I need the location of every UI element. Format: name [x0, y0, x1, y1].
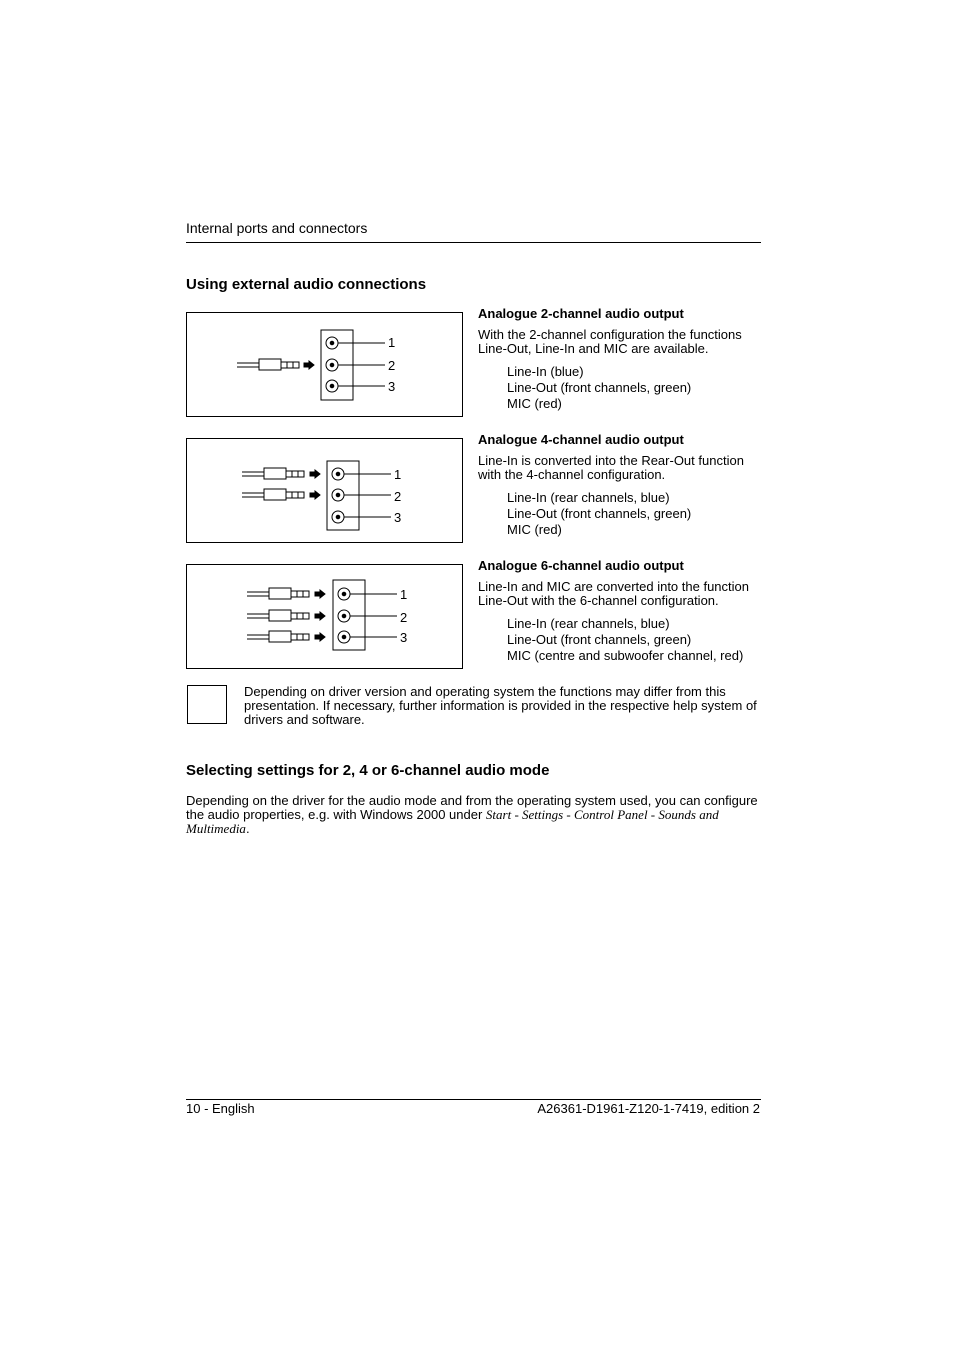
section2-text: Depending on the driver for the audio mode and from the operating system used, you can configure the audio properties, e.g. with Windows 2000 under	[186, 793, 758, 822]
jack-label-3: 3	[394, 510, 402, 525]
audio-plug-1	[237, 359, 314, 370]
audio-plug-1	[242, 468, 320, 479]
jack-label-3: 3	[388, 379, 396, 394]
jack-label-2: 2	[394, 489, 402, 504]
list-item: Line-Out (front channels, green)	[507, 506, 692, 521]
intro-6-channel: Line-In and MIC are converted into the function Line-Out with the 6-channel configuration.	[478, 579, 749, 608]
list-item: Line-In (rear channels, blue)	[507, 616, 670, 631]
figure-4-channel	[186, 438, 463, 543]
block-6-channel	[478, 559, 763, 664]
jack-label-3: 3	[400, 630, 408, 645]
list-2-channel	[478, 364, 763, 412]
note-text: Depending on driver version and operating system the functions may differ from this presentation. If necessary, further information is provided in the respective help system of drivers and software.	[244, 684, 757, 727]
list-item: Line-In (rear channels, blue)	[507, 490, 670, 505]
audio-plug-1	[247, 588, 325, 599]
audio-plug-2	[242, 489, 320, 500]
jack-label-1: 1	[394, 467, 402, 482]
footer-page-number: 10 - English	[186, 1101, 255, 1116]
list-item: MIC (red)	[507, 396, 562, 411]
subtitle-2-channel: Analogue 2-channel audio output	[478, 306, 684, 321]
list-item: MIC (centre and subwoofer channel, red)	[507, 648, 744, 663]
diagram-6-channel	[187, 565, 464, 670]
footer-rule	[186, 1099, 761, 1100]
section2-paragraph	[186, 794, 764, 836]
jack-label-2: 2	[388, 358, 396, 373]
diagram-2-channel	[187, 313, 464, 418]
jack-label-2: 2	[400, 610, 408, 625]
list-6-channel	[478, 616, 763, 664]
audio-plug-3	[247, 631, 325, 642]
list-item: MIC (red)	[507, 522, 562, 537]
figure-2-channel	[186, 312, 463, 417]
block-2-channel	[478, 307, 763, 412]
figure-6-channel	[186, 564, 463, 669]
jack-label-1: 1	[400, 587, 408, 602]
menu-path: Start - Settings - Control Panel - Sounds and Multimedia	[186, 807, 719, 836]
list-4-channel	[478, 490, 763, 538]
running-header: Internal ports and connectors	[186, 220, 368, 236]
subtitle-6-channel: Analogue 6-channel audio output	[478, 558, 684, 573]
block-4-channel	[478, 433, 763, 538]
subtitle-4-channel: Analogue 4-channel audio output	[478, 432, 684, 447]
list-item: Line-Out (front channels, green)	[507, 632, 692, 647]
intro-2-channel: With the 2-channel configuration the functions Line-Out, Line-In and MIC are available.	[478, 327, 742, 356]
section-title-external-audio: Using external audio connections	[186, 276, 427, 293]
jack-label-1: 1	[388, 335, 396, 350]
list-item: Line-Out (front channels, green)	[507, 380, 692, 395]
footer-document-id: A26361-D1961-Z120-1-7419, edition 2	[537, 1101, 760, 1116]
audio-plug-2	[247, 610, 325, 621]
intro-4-channel: Line-In is converted into the Rear-Out function with the 4-channel configuration.	[478, 453, 744, 482]
note-icon	[187, 685, 227, 724]
section2-text-end: .	[245, 821, 250, 836]
header-rule	[186, 242, 761, 243]
section-title-channel-mode: Selecting settings for 2, 4 or 6-channel audio mode	[186, 762, 550, 779]
list-item: Line-In (blue)	[507, 364, 584, 379]
diagram-4-channel	[187, 439, 464, 544]
